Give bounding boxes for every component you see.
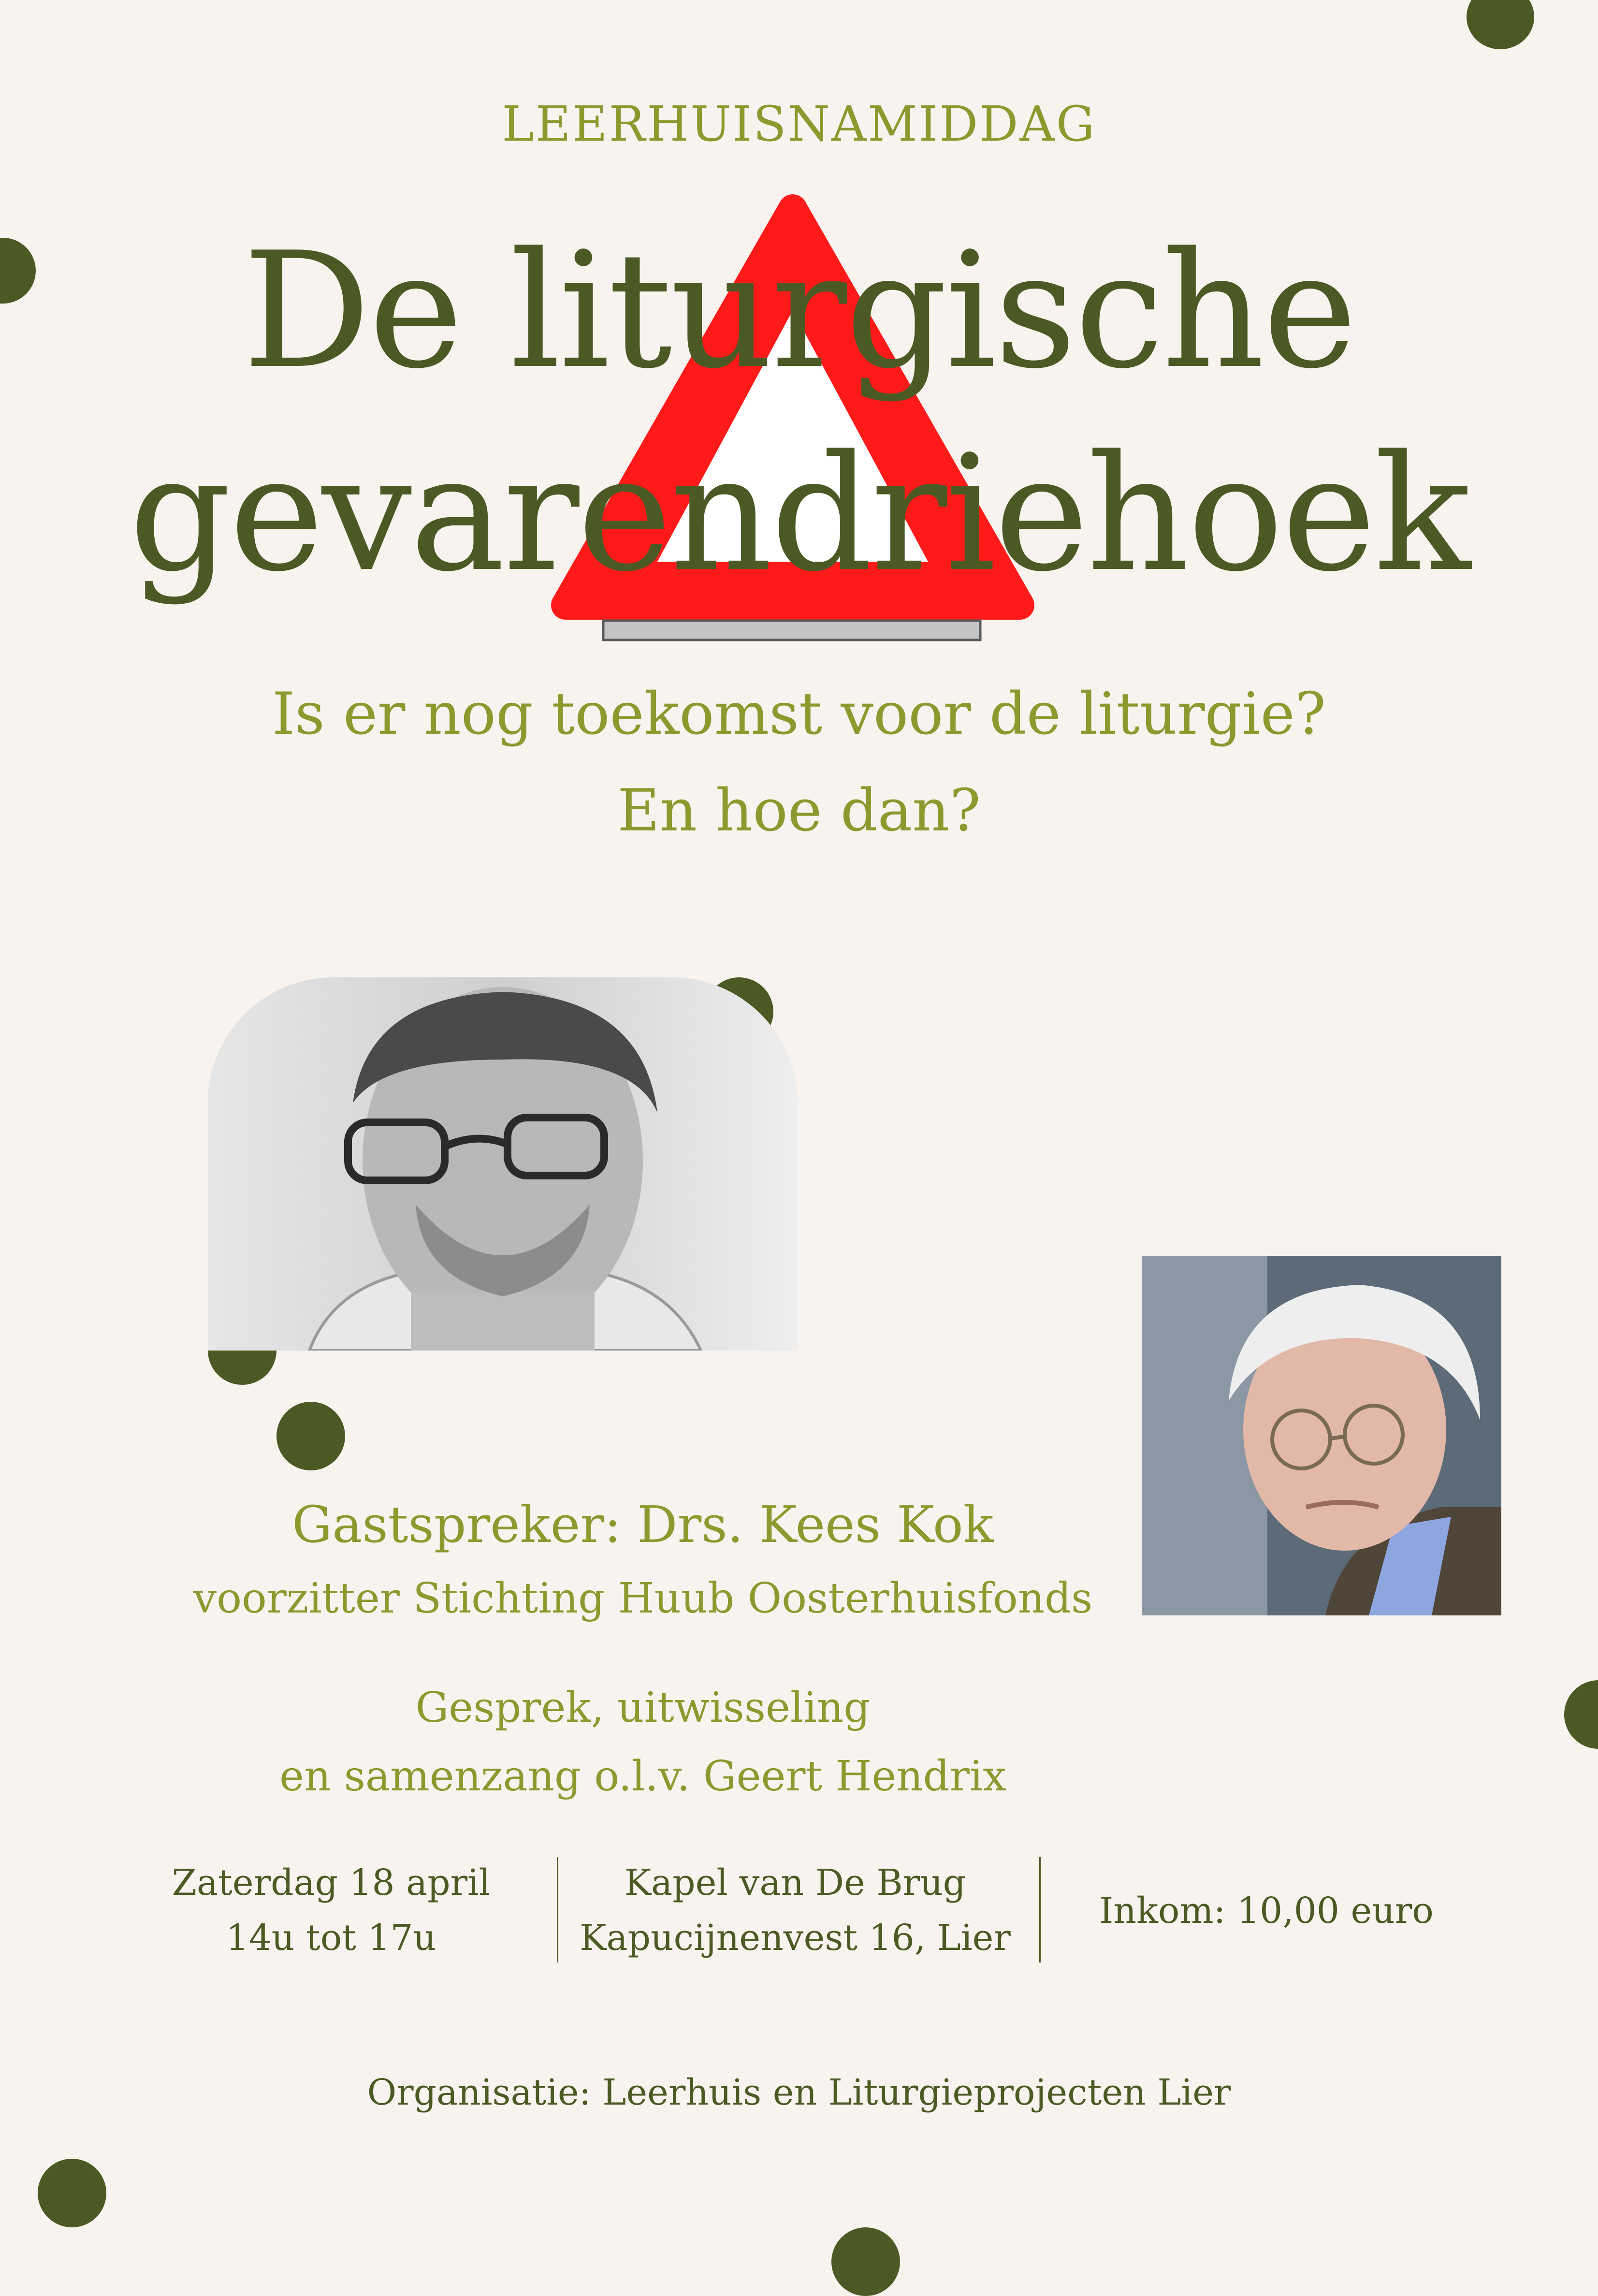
event-kicker: LEERHUISNAMIDDAG — [502, 96, 1096, 152]
details-divider-2 — [1039, 1857, 1041, 1962]
decor-dot-bottom-left — [38, 2159, 106, 2227]
event-date: Zaterdag 18 april — [172, 1862, 491, 1904]
event-venue: Kapel van De Brug — [624, 1862, 966, 1904]
event-address: Kapucijnenvest 16, Lier — [580, 1917, 1011, 1959]
title-line-1: De liturgische — [243, 218, 1355, 404]
details-divider-1 — [557, 1857, 558, 1962]
subtitle-line-1: Is er nog toekomst voor de liturgie? — [272, 681, 1326, 748]
decor-dot-photo-lower — [276, 1402, 345, 1470]
speaker-heading: Gastspreker: Drs. Kees Kok — [292, 1495, 994, 1554]
guest-portrait — [1142, 1256, 1501, 1615]
speaker-role: voorzitter Stichting Huub Oosterhuisfonds — [193, 1574, 1093, 1623]
program-line-2: en samenzang o.l.v. Geert Hendrix — [279, 1752, 1006, 1801]
speaker-portrait — [208, 977, 798, 1351]
program-line-1: Gesprek, uitwisseling — [415, 1684, 871, 1732]
event-entry-fee: Inkom: 10,00 euro — [1099, 1890, 1434, 1932]
decor-dot-bottom-center — [831, 2227, 900, 2296]
decor-dot-right-middle — [1564, 1680, 1598, 1749]
subtitle-line-2: En hoe dan? — [617, 777, 981, 844]
title-line-2: gevarendriehoek — [129, 421, 1469, 607]
event-time: 14u tot 17u — [226, 1917, 436, 1959]
decor-dot-top-right — [1467, 0, 1534, 49]
organisation-credit: Organisatie: Leerhuis en Liturgieprojecten Lier — [367, 2072, 1231, 2113]
